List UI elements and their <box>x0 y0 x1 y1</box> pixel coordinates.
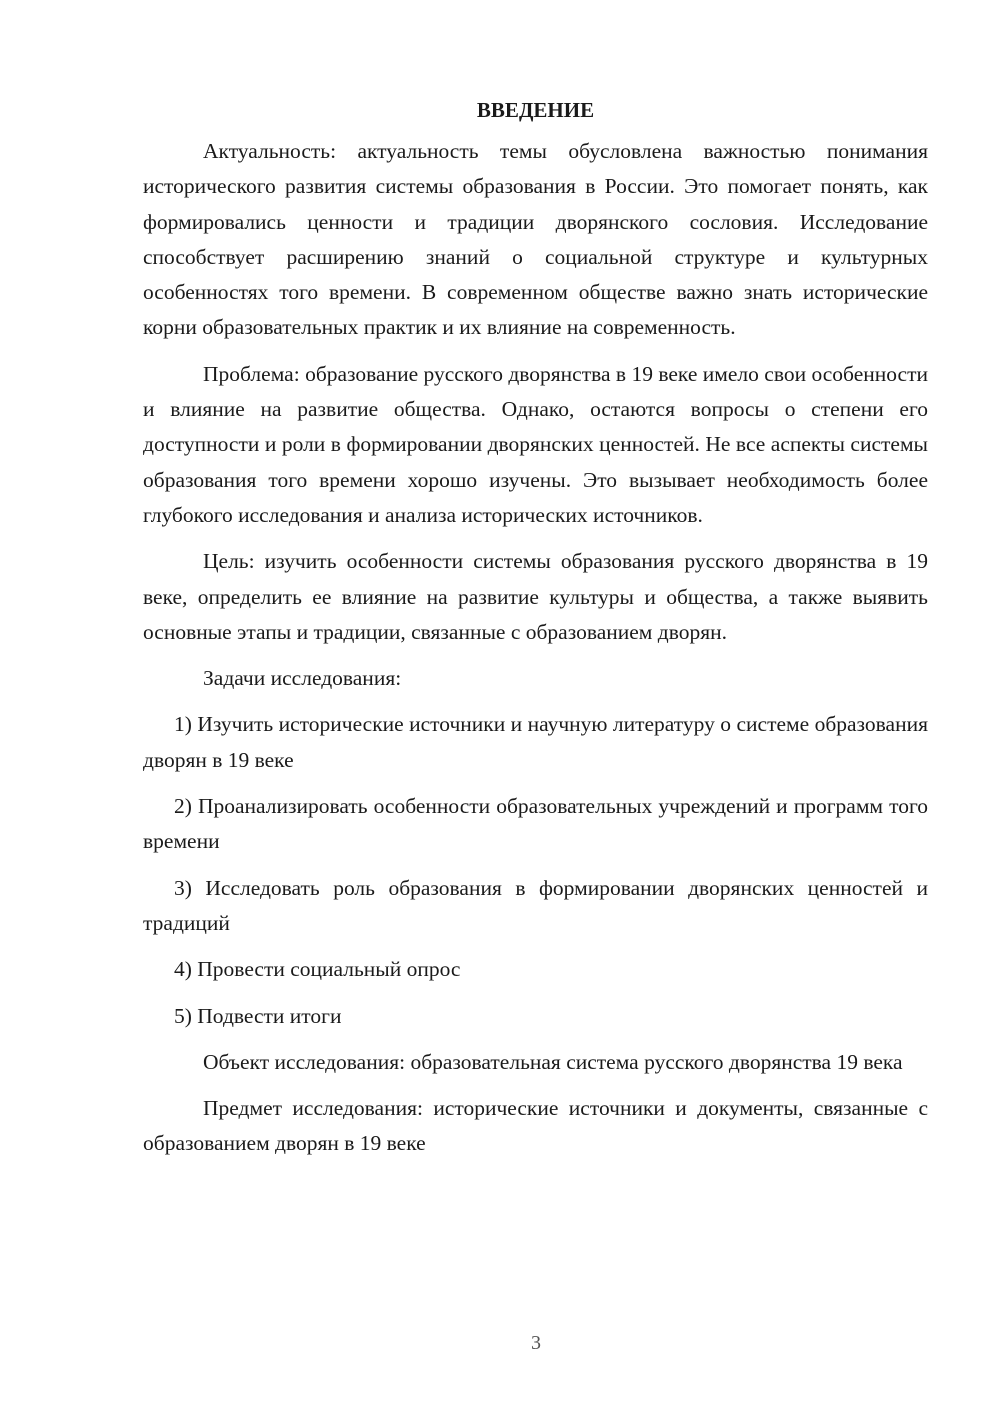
paragraph-object: Объект исследования: образовательная система русского дворянства 19 века <box>203 1049 903 1074</box>
task-item-4: 4) Провести социальный опрос <box>174 957 461 982</box>
paragraph-problem: Проблема: образование русского дворянства в 19 веке имело свои особенности и влияние на развитие общества. Однако, остаются вопросы о степени его доступности и роли в формировании дворянских ценностей. Не все аспекты системы образования того времени хорошо изучены. Это вызывает необходимость более глубокого исследования и анализа исторических источников. <box>143 361 928 527</box>
page-title: ВВЕДЕНИЕ <box>476 98 595 122</box>
task-item-2: 2) Проанализировать особенности образовательных учреждений и программ того времени <box>143 794 928 854</box>
task-item-3: 3) Исследовать роль образования в формировании дворянских ценностей и традиций <box>143 875 928 935</box>
paragraph-relevance: Актуальность: актуальность темы обусловлена важностью понимания исторического развития системы образования в России. Это помогает понять, как формировались ценности и традиции дворянского сословия. Исследование способствует расширению знаний о социальной структуре и культурных особенностях того времени. В современном обществе важно знать исторические корни образовательных практик и их влияние на современность. <box>143 139 928 340</box>
tasks-heading: Задачи исследования: <box>203 666 402 691</box>
paragraph-subject: Предмет исследования: исторические источники и документы, связанные с образованием дворян в 19 веке <box>143 1096 928 1156</box>
paragraph-goal: Цель: изучить особенности системы образования русского дворянства в 19 веке, определить ее влияние на развитие культуры и общества, а также выявить основные этапы и традиции, связанные с образованием дворян. <box>143 549 928 644</box>
page-number: 3 <box>531 1332 541 1354</box>
document-page <box>143 92 928 1173</box>
task-item-1: 1) Изучить исторические источники и научную литературу о системе образования дворян в 19 веке <box>143 712 928 772</box>
task-item-5: 5) Подвести итоги <box>174 1003 342 1028</box>
